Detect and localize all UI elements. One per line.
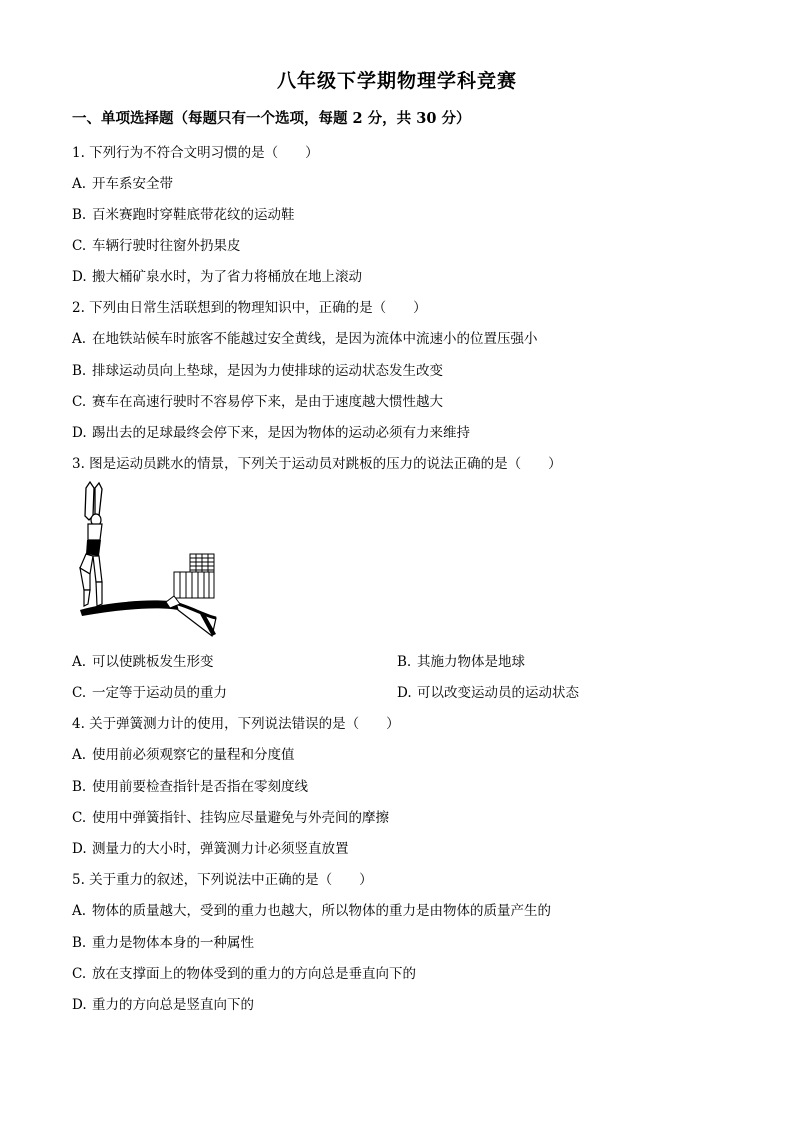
option-label: C. [72,810,87,826]
option-label: D. [72,269,87,285]
question-3-option-b [397,650,525,670]
question-2-option-b [72,359,443,379]
option-text: 使用中弹簧指针、挂钩应尽量避免与外壳间的摩擦 [92,810,389,826]
option-text: 使用前要检查指针是否指在零刻度线 [92,779,308,795]
option-label: C. [72,966,87,982]
option-label: D. [72,997,87,1013]
option-label: C. [72,394,87,410]
option-text: 搬大桶矿泉水时，为了省力将桶放在地上滚动 [92,269,362,285]
question-4-option-d [72,837,349,857]
option-text: 其施力物体是地球 [417,654,525,670]
question-5-stem: 5. 关于重力的叙述，下列说法中正确的是（ ） [72,872,373,888]
question-1-option-d [72,265,362,285]
option-text: 测量力的大小时，弹簧测力计必须竖直放置 [92,841,349,857]
option-text: 可以使跳板发生形变 [92,654,214,670]
question-5-option-a [72,899,551,919]
diving-figure [66,478,226,644]
option-text: 重力的方向总是竖直向下的 [92,997,254,1013]
question-5-option-b [72,931,254,951]
question-1-stem: 1. 下列行为不符合文明习惯的是（ ） [72,145,319,161]
option-text: 在地铁站候车时旅客不能越过安全黄线，是因为流体中流速小的位置压强小 [92,331,538,347]
question-2-option-d [72,421,470,441]
option-text: 可以改变运动员的运动状态 [417,685,579,701]
question-2-option-a [72,327,538,347]
option-text: 放在支撑面上的物体受到的重力的方向总是垂直向下的 [92,966,416,982]
option-label: B. [72,207,87,223]
option-label: D. [72,425,87,441]
option-label: D. [72,841,87,857]
option-label: B. [397,654,412,670]
diver-illustration [66,478,226,644]
option-text: 百米赛跑时穿鞋底带花纹的运动鞋 [92,207,295,223]
option-label: D. [397,685,412,701]
question-5-option-d [72,993,254,1013]
question-3-option-a [72,650,214,670]
option-label: A. [72,903,87,919]
option-text: 赛车在高速行驶时不容易停下来，是由于速度越大惯性越大 [92,394,443,410]
option-label: A. [72,654,87,670]
question-2-stem: 2. 下列由日常生活联想到的物理知识中，正确的是（ ） [72,300,427,316]
option-text: 一定等于运动员的重力 [92,685,227,701]
option-text: 排球运动员向上垫球，是因为力使排球的运动状态发生改变 [92,363,443,379]
question-1-option-b [72,203,295,223]
section-heading: 一、单项选择题（每题只有一个选项，每题 2 分，共 30 分） [72,110,471,127]
question-5-option-c [72,962,416,982]
option-text: 车辆行驶时往窗外扔果皮 [92,238,241,254]
option-text: 物体的质量越大，受到的重力也越大，所以物体的重力是由物体的质量产生的 [92,903,551,919]
page-title: 八年级下学期物理学科竞赛 [276,70,517,92]
option-label: B. [72,363,87,379]
option-text: 使用前必须观察它的量程和分度值 [92,747,295,763]
option-label: A. [72,747,87,763]
question-2-option-c [72,390,443,410]
question-4-option-c [72,806,389,826]
option-label: B. [72,935,87,951]
question-3-stem: 3. 图是运动员跳水的情景，下列关于运动员对跳板的压力的说法正确的是（ ） [72,456,562,472]
option-text: 踢出去的足球最终会停下来，是因为物体的运动必须有力来维持 [92,425,470,441]
option-text: 开车系安全带 [92,176,173,192]
option-label: C. [72,238,87,254]
option-label: A. [72,176,87,192]
question-4-stem: 4. 关于弹簧测力计的使用，下列说法错误的是（ ） [72,716,400,732]
question-1-option-a [72,172,173,192]
question-1-option-c [72,234,241,254]
option-label: B. [72,779,87,795]
option-label: A. [72,331,87,347]
question-3-option-d [397,681,579,701]
option-text: 重力是物体本身的一种属性 [92,935,254,951]
question-4-option-b [72,775,308,795]
option-label: C. [72,685,87,701]
question-4-option-a [72,743,295,763]
question-3-option-c [72,681,227,701]
